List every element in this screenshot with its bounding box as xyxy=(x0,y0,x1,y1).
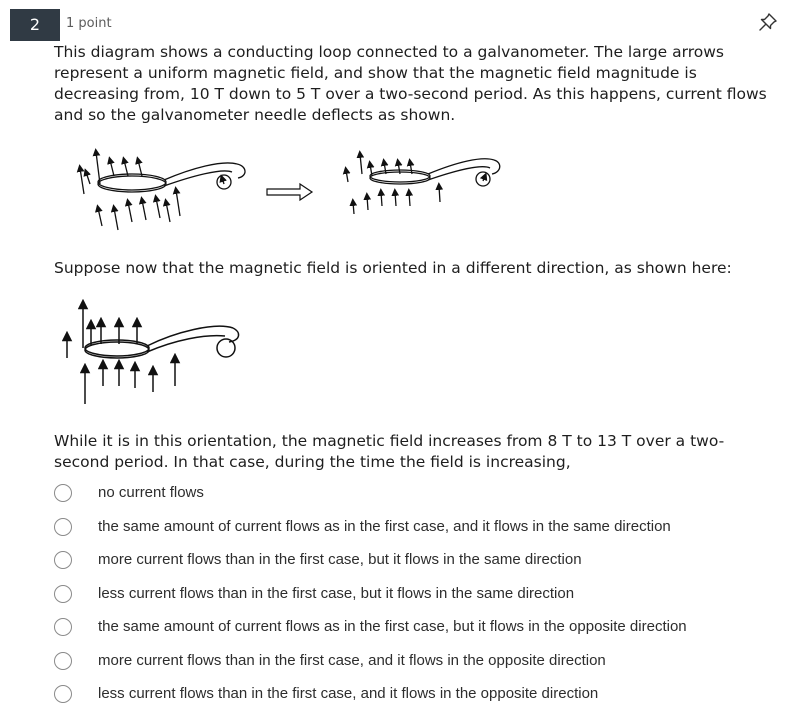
diagram-vertical-field xyxy=(55,296,255,408)
question-paragraph-2: Suppose now that the magnetic field is oriented in a different direction, as shown here: xyxy=(54,259,732,277)
question-number: 2 xyxy=(10,9,60,41)
answer-option-label: the same amount of current flows as in the first case, but it flows in the opposite direction xyxy=(98,618,687,635)
answer-option-label: more current flows than in the first case, but it flows in the same direction xyxy=(98,551,582,568)
pin-icon[interactable] xyxy=(758,12,778,32)
answer-option[interactable] xyxy=(52,579,772,609)
answer-option[interactable] xyxy=(52,478,772,508)
radio-button[interactable] xyxy=(54,685,72,703)
answer-option-label: the same amount of current flows as in the first case, and it flows in the same direction xyxy=(98,518,671,535)
radio-button[interactable] xyxy=(54,551,72,569)
radio-button[interactable] xyxy=(54,652,72,670)
answer-option-label: no current flows xyxy=(98,484,204,501)
answer-option[interactable] xyxy=(52,512,772,542)
radio-button[interactable] xyxy=(54,484,72,502)
question-paragraph-3: While it is in this orientation, the magnetic field increases from 8 T to 13 T over a two-second period. In that case, during the time the field is increasing, xyxy=(54,432,725,471)
answer-option[interactable] xyxy=(52,679,772,709)
radio-button[interactable] xyxy=(54,618,72,636)
answer-option-label: less current flows than in the first case, but it flows in the same direction xyxy=(98,585,575,602)
answer-option-label: more current flows than in the first case, and it flows in the opposite direction xyxy=(98,652,606,669)
radio-button[interactable] xyxy=(54,585,72,603)
answer-option-label: less current flows than in the first case, and it flows in the opposite direction xyxy=(98,685,599,702)
question-paragraph-1: This diagram shows a conducting loop connected to a galvanometer. The large arrows represent a uniform magnetic field, and show that the magnetic field magnitude is decreasing from, 10 T down to 5 T over a two-second period. As this happens, current flows and so the galvanometer needle deflects as shown. xyxy=(54,43,767,124)
answer-option[interactable] xyxy=(52,612,772,642)
radio-button[interactable] xyxy=(54,518,72,536)
diagram-decreasing-field xyxy=(72,146,512,236)
question-points: 1 point xyxy=(66,16,112,31)
answer-option[interactable] xyxy=(52,545,772,575)
answer-option[interactable] xyxy=(52,646,772,676)
